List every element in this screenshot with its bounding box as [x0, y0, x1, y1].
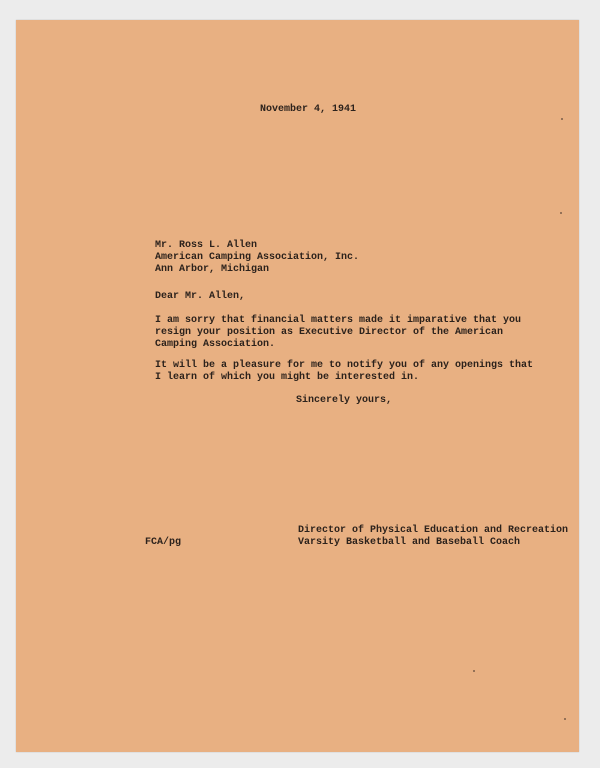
closing: Sincerely yours,	[296, 395, 393, 406]
typist-initials: FCA/pg	[145, 537, 182, 548]
paper-speck	[560, 212, 562, 214]
signature-title-line: Director of Physical Education and Recreation	[298, 525, 569, 536]
recipient-name: Mr. Ross L. Allen	[155, 240, 258, 251]
recipient-organization: American Camping Association, Inc.	[155, 252, 360, 263]
signature-title-line: Varsity Basketball and Baseball Coach	[298, 537, 521, 548]
recipient-city: Ann Arbor, Michigan	[155, 264, 270, 275]
paragraph-line: I am sorry that financial matters made it imparative that you	[155, 315, 522, 326]
letter-date: November 4, 1941	[260, 104, 357, 115]
paper-speck	[561, 118, 563, 120]
paper-speck	[473, 670, 475, 672]
paragraph-line: It will be a pleasure for me to notify you of any openings that	[155, 360, 534, 371]
paragraph-line: resign your position as Executive Director of the American	[155, 327, 504, 338]
paragraph-line: Camping Association.	[155, 339, 276, 350]
salutation: Dear Mr. Allen,	[155, 291, 246, 302]
paper-speck	[564, 718, 566, 720]
paragraph-line: I learn of which you might be interested in.	[155, 372, 420, 383]
letter-page	[16, 20, 579, 752]
